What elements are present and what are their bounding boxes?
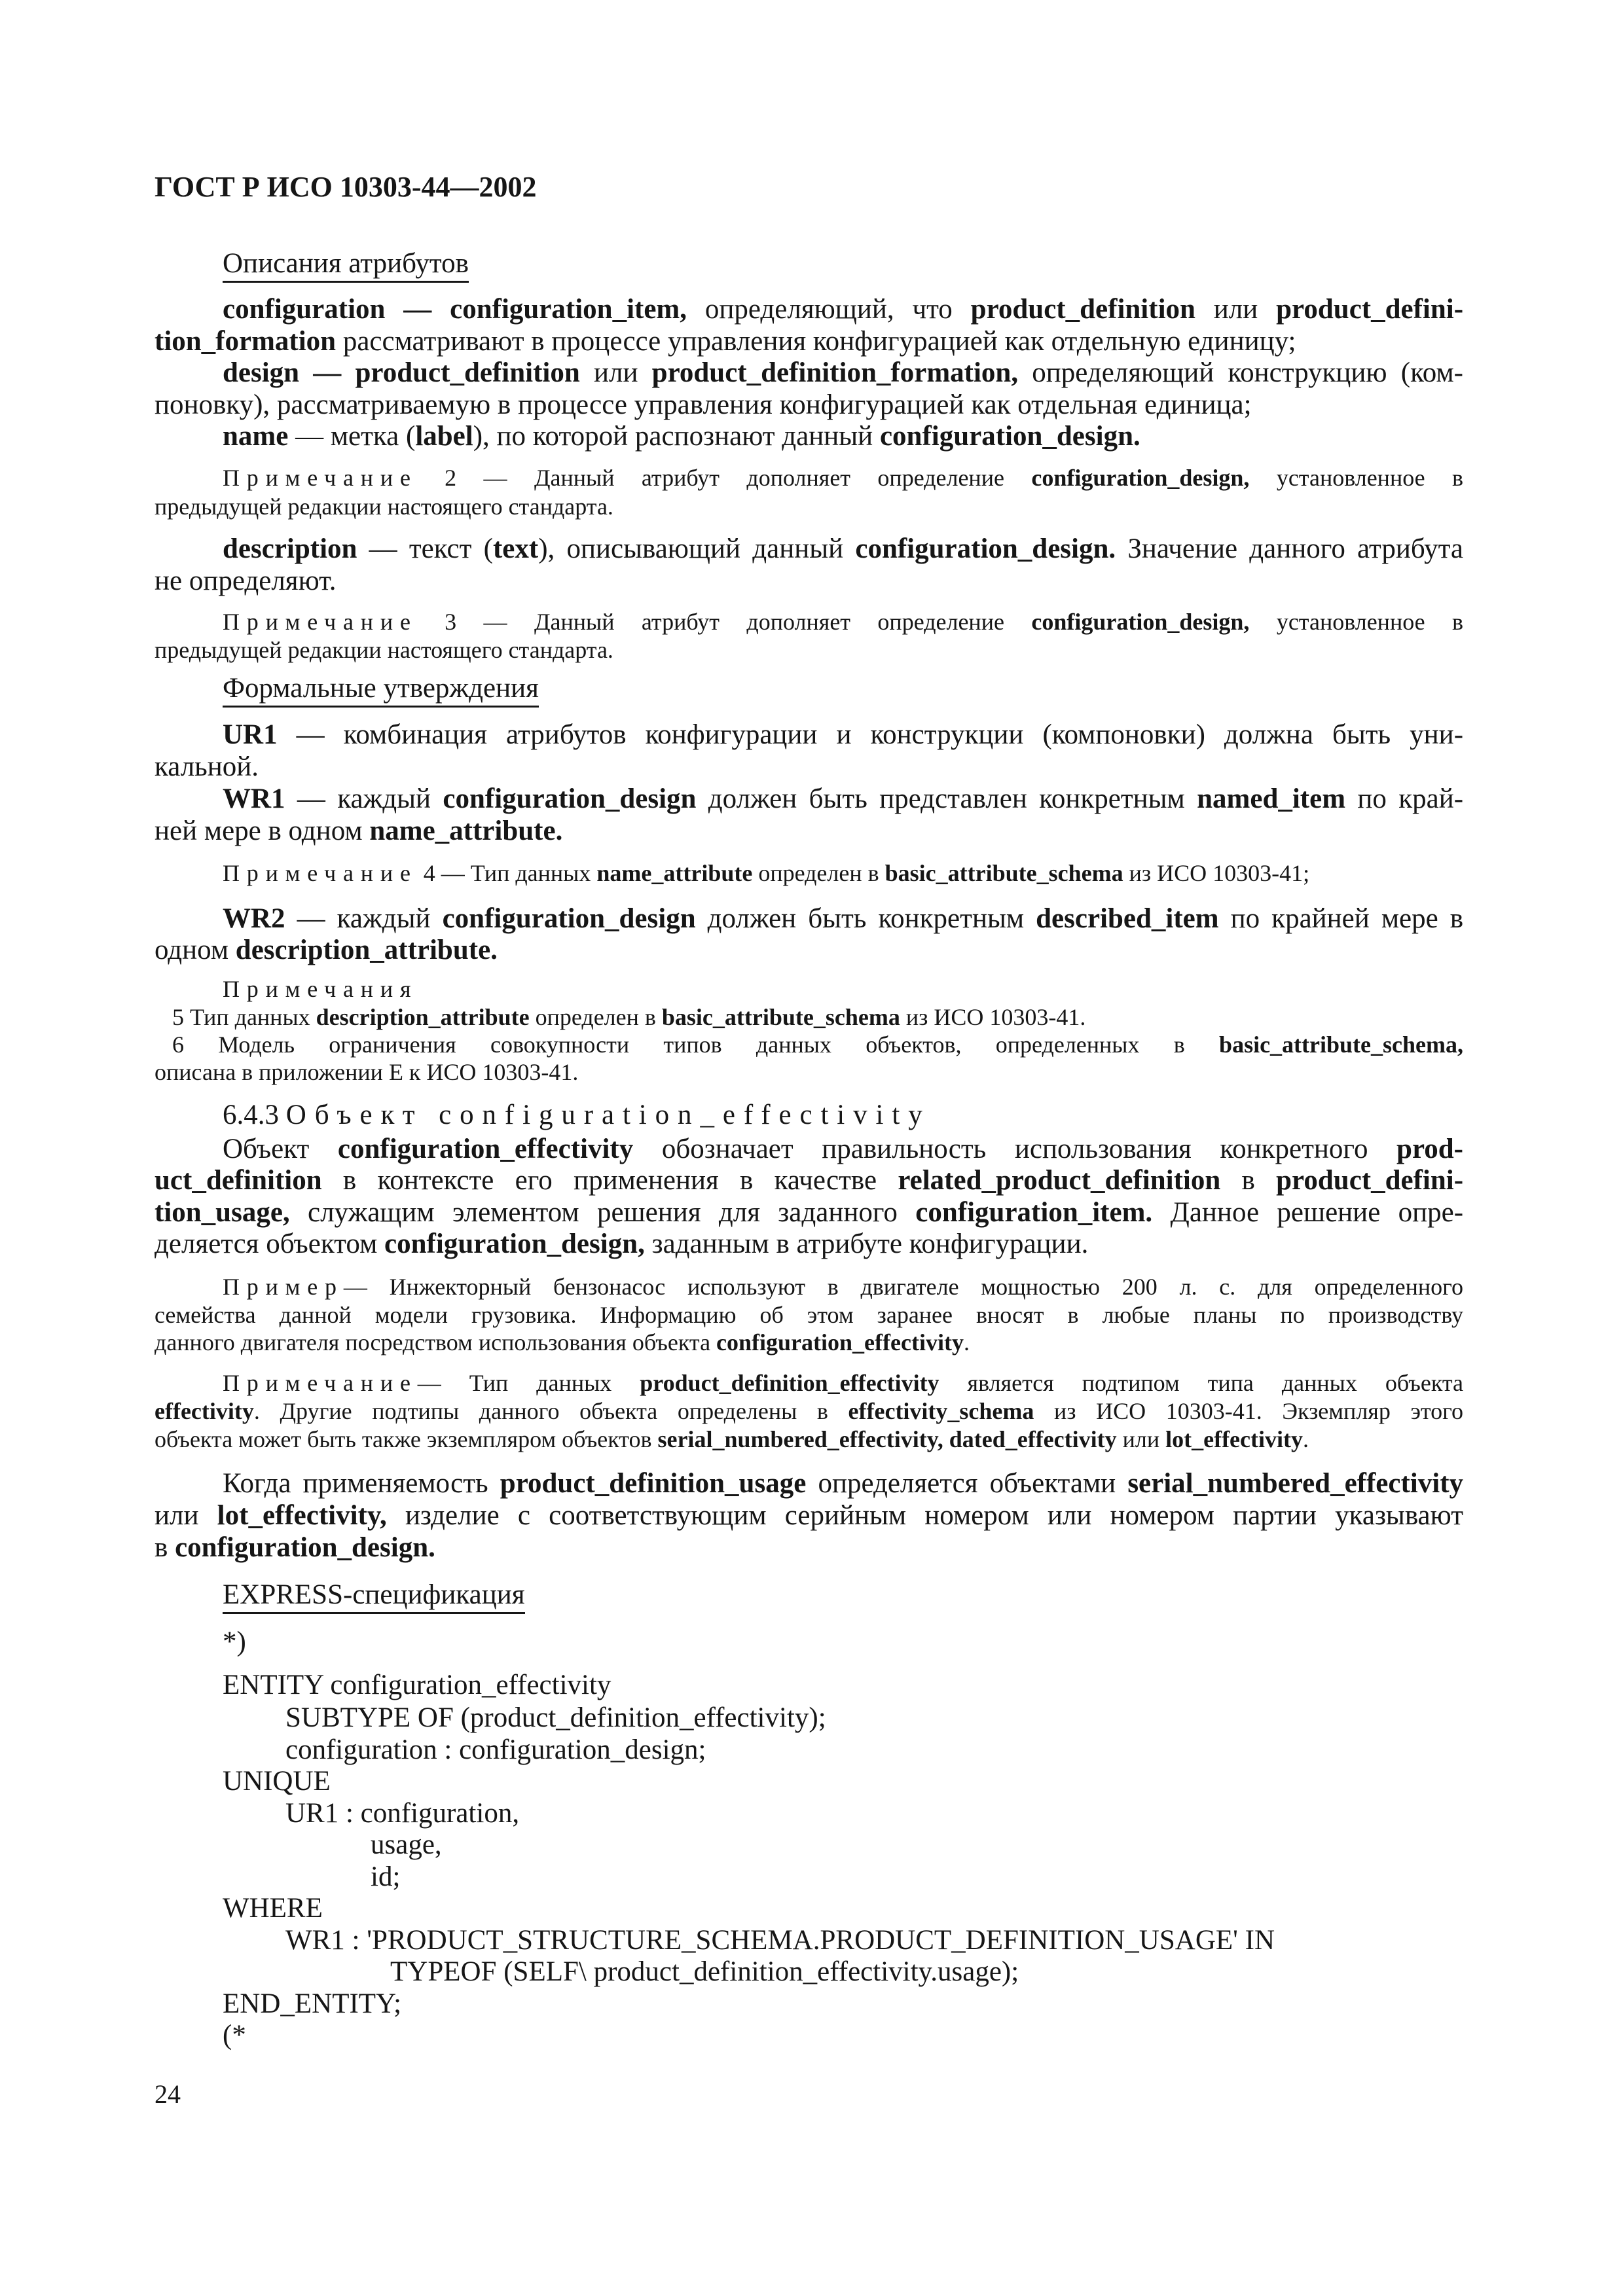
note-2-line-1: Примечание 2 — Данный атрибут дополняет определение configuration_design, установленное в bbox=[223, 465, 1464, 491]
rule-wr1-line-2: ней мере в одном name_attribute. bbox=[155, 816, 563, 846]
usage-para-line-1: Когда применяемость product_definition_usage определяется объектами serial_numbered_effectivity bbox=[223, 1468, 1464, 1499]
attribute-design-line-2: поновку), рассматриваемую в процессе управления конфигурацией как отдельная единица; bbox=[155, 389, 1252, 420]
subsection-heading: 6.4.3 Объект configuration_effectivity bbox=[223, 1100, 931, 1130]
attribute-name-line: name — метка (label), по которой распознают данный configuration_design. bbox=[223, 421, 1140, 452]
usage-para-line-3: в configuration_design. bbox=[155, 1532, 435, 1563]
object-para-line-4: деляется объектом configuration_design, заданным в атрибуте конфигурации. bbox=[155, 1229, 1089, 1259]
page-header: ГОСТ Р ИСО 10303-44—2002 bbox=[155, 171, 537, 203]
attribute-design-line-1: design — product_definition или product_definition_formation, определяющий конструкцию (ком- bbox=[223, 357, 1463, 388]
rule-wr1-line-1: WR1 — каждый configuration_design должен быть представлен конкретным named_item по край- bbox=[223, 783, 1464, 814]
code-line: UR1 : configuration, bbox=[285, 1798, 520, 1829]
note-6-line-2: описана в приложении Е к ИСО 10303-41. bbox=[155, 1059, 579, 1085]
attribute-description-line-2: не определяют. bbox=[155, 565, 337, 596]
rule-wr2-line-1: WR2 — каждый configuration_design должен быть конкретным described_item по крайней мере в bbox=[223, 903, 1464, 934]
object-para-line-1: Объект configuration_effectivity обозначает правильность использования конкретного prod- bbox=[223, 1134, 1464, 1164]
attribute-configuration-line-2: tion_formation рассматривают в процессе управления конфигурацией как отдельную единицу; bbox=[155, 326, 1296, 357]
code-line: UNIQUE bbox=[223, 1766, 331, 1797]
code-line: usage, bbox=[371, 1829, 442, 1860]
code-line: id; bbox=[371, 1861, 401, 1892]
note-3-line-2: предыдущей редакции настоящего стандарта. bbox=[155, 637, 613, 663]
section-heading-attributes: Описания атрибутов bbox=[223, 249, 469, 278]
attribute-configuration-line-1: configuration — configuration_item, определяющий, что product_definition или product_defini- bbox=[223, 294, 1464, 325]
note-3-line-1: Примечание 3 — Данный атрибут дополняет определение configuration_design, установленное в bbox=[223, 609, 1464, 635]
note-4: Примечание 4 — Тип данных name_attribute определен в basic_attribute_schema из ИСО 10303-41; bbox=[223, 860, 1310, 886]
code-line: WR1 : 'PRODUCT_STRUCTURE_SCHEMA.PRODUCT_DEFINITION_USAGE' IN bbox=[285, 1925, 1275, 1956]
code-line: (* bbox=[223, 2020, 246, 2051]
rule-ur1-line-1: UR1 — комбинация атрибутов конфигурации и конструкции (компоновки) должна быть уни- bbox=[223, 719, 1464, 750]
subtype-note-line-2: effectivity. Другие подтипы данного объекта определены в effectivity_schema из ИСО 10303-41. Экземпляр этого bbox=[155, 1398, 1464, 1424]
note-2-line-2: предыдущей редакции настоящего стандарта. bbox=[155, 493, 613, 520]
example-line-1: Пример— Инжекторный бензонасос используют в двигателе мощностью 200 л. с. для определенного bbox=[223, 1274, 1463, 1300]
example-line-3: данного двигателя посредством использования объекта configuration_effectivity. bbox=[155, 1329, 970, 1355]
code-line: *) bbox=[223, 1626, 246, 1657]
attribute-description-line-1: description — текст (text), описывающий данный configuration_design. Значение данного атрибута bbox=[223, 533, 1463, 564]
subtype-note-line-1: Примечание— Тип данных product_definition_effectivity является подтипом типа данных объекта bbox=[223, 1370, 1464, 1396]
code-line: ENTITY configuration_effectivity bbox=[223, 1670, 611, 1700]
object-para-line-2: uct_definition в контексте его применения в качестве related_product_definition в product_defini- bbox=[155, 1165, 1464, 1196]
section-heading-formal: Формальные утверждения bbox=[223, 674, 539, 702]
note-5: 5 Тип данных description_attribute определен в basic_attribute_schema из ИСО 10303-41. bbox=[172, 1004, 1086, 1030]
code-line: WHERE bbox=[223, 1893, 323, 1924]
code-line: END_ENTITY; bbox=[223, 1988, 402, 2019]
code-line: TYPEOF (SELF\ product_definition_effectivity.usage); bbox=[390, 1956, 1019, 1987]
example-line-2: семейства данной модели грузовика. Информацию об этом заранее вносят в любые планы по производству bbox=[155, 1302, 1463, 1328]
code-line: configuration : configuration_design; bbox=[285, 1734, 706, 1765]
subtype-note-line-3: объекта может быть также экземпляром объектов serial_numbered_effectivity, dated_effectivity или lot_effectivity. bbox=[155, 1426, 1309, 1452]
usage-para-line-2: или lot_effectivity, изделие с соответствующим серийным номером или номером партии указывают bbox=[155, 1500, 1463, 1531]
page-number: 24 bbox=[155, 2079, 181, 2109]
object-para-line-3: tion_usage, служащим элементом решения для заданного configuration_item. Данное решение опре- bbox=[155, 1197, 1464, 1228]
note-6-line-1: 6 Модель ограничения совокупности типов данных объектов, определенных в basic_attribute_schema, bbox=[172, 1031, 1464, 1058]
rule-wr2-line-2: одном description_attribute. bbox=[155, 935, 498, 965]
code-line: SUBTYPE OF (product_definition_effectivity); bbox=[285, 1702, 826, 1733]
section-heading-express: EXPRESS-спецификация bbox=[223, 1581, 525, 1609]
rule-ur1-line-2: кальной. bbox=[155, 751, 259, 782]
notes-heading: Примечания bbox=[223, 976, 418, 1002]
